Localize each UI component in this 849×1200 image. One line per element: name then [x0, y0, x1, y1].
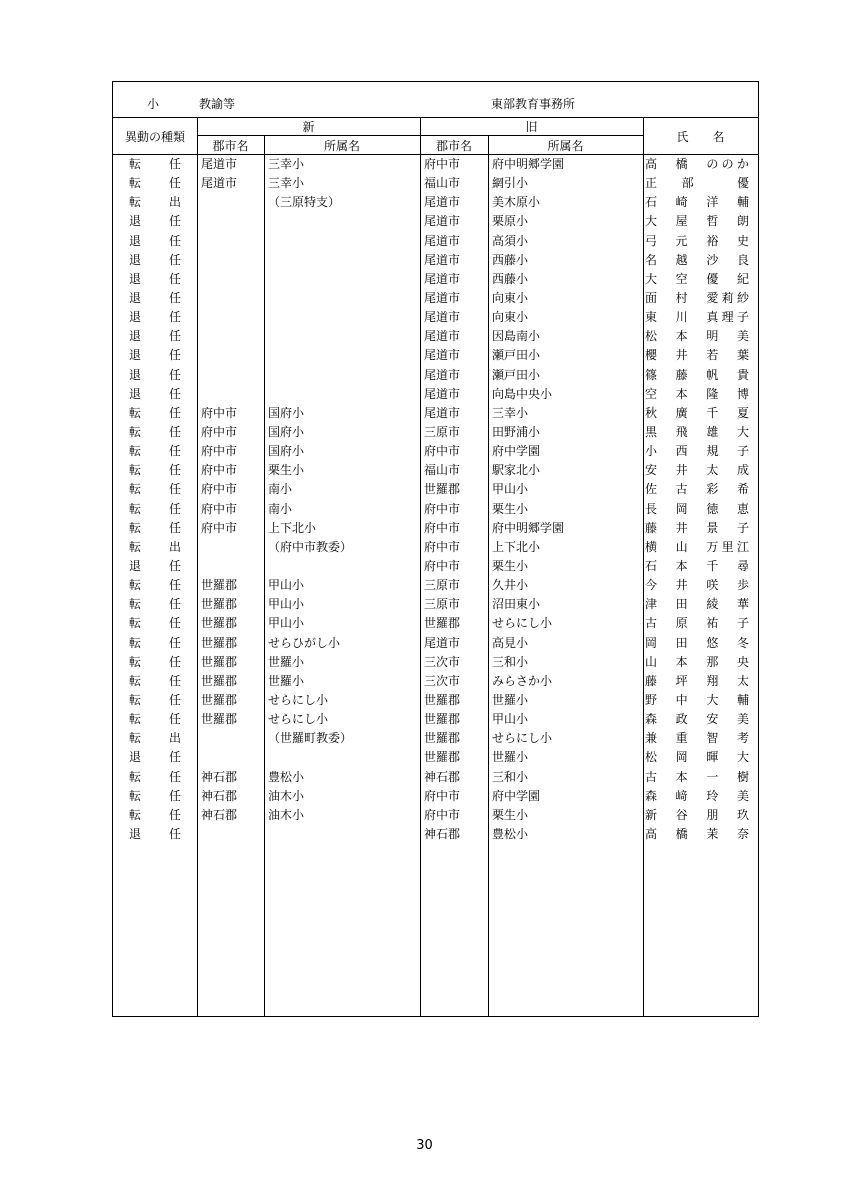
new-school: 甲山小	[268, 597, 305, 612]
person-name: 秋 廣 千 夏	[645, 405, 749, 420]
person-name: 小 西 規 子	[645, 444, 749, 459]
table-row	[113, 576, 758, 595]
type-second-char: 任	[169, 310, 182, 325]
old-school: 甲山小	[492, 712, 529, 727]
column-header-old-school: 所属名	[547, 139, 584, 153]
old-school: 栗原小	[492, 214, 529, 229]
type-second-char: 任	[169, 405, 182, 420]
type-second-char: 任	[169, 157, 182, 171]
old-city: 府中市	[424, 539, 461, 554]
person-name: 佐 古 彩 希	[645, 482, 749, 497]
new-city: 府中市	[201, 463, 238, 478]
new-city: 神石郡	[201, 807, 238, 822]
old-school: 西藤小	[492, 271, 529, 286]
old-city: 尾道市	[424, 635, 461, 650]
person-name: 高 橋 ののか	[645, 157, 749, 171]
type-second-char: 任	[169, 501, 182, 516]
table-row	[113, 519, 758, 538]
type-second-char: 任	[169, 788, 182, 803]
old-city: 府中市	[424, 501, 461, 516]
new-school: せらひがし小	[268, 635, 341, 650]
new-school: 国府小	[268, 405, 305, 420]
type-first-char: 転	[129, 482, 142, 497]
old-city: 府中市	[424, 807, 461, 822]
column-header-old-city: 郡市名	[435, 139, 472, 153]
person-name: 正 部 優	[645, 176, 749, 191]
type-first-char: 転	[129, 405, 142, 420]
new-city: 世羅郡	[201, 616, 238, 631]
type-first-char: 退	[129, 233, 142, 248]
school-level: 小	[147, 97, 160, 111]
table-body	[113, 155, 758, 844]
type-first-char: 転	[129, 578, 142, 593]
old-city: 三原市	[424, 424, 461, 439]
column-header-new-city: 郡市名	[212, 139, 249, 153]
table-row	[113, 729, 758, 748]
new-school: 油木小	[268, 807, 305, 822]
table-row	[113, 404, 758, 423]
type-second-char: 出	[169, 731, 182, 746]
old-city: 神石郡	[424, 769, 461, 784]
table-row	[113, 251, 758, 270]
type-second-char: 任	[169, 712, 182, 727]
column-header-new-school: 所属名	[323, 139, 360, 153]
type-second-char: 任	[169, 673, 182, 688]
old-school: 向東小	[492, 310, 529, 325]
table-row	[113, 825, 758, 844]
type-second-char: 任	[169, 176, 182, 191]
old-school: 栗生小	[492, 558, 529, 573]
type-first-char: 退	[129, 826, 142, 841]
new-school: せらにし小	[268, 692, 329, 707]
old-school: 瀬戸田小	[492, 367, 541, 382]
type-first-char: 転	[129, 539, 142, 554]
type-first-char: 退	[129, 290, 142, 305]
new-school: 南小	[268, 501, 293, 516]
new-school: 甲山小	[268, 578, 305, 593]
new-city: 世羅郡	[201, 597, 238, 612]
new-city: 府中市	[201, 424, 238, 439]
old-city: 三原市	[424, 578, 461, 593]
table-row	[113, 595, 758, 614]
old-school: 豊松小	[492, 826, 529, 841]
column-header-type: 異動の種類	[124, 130, 185, 144]
old-school: 向島中央小	[492, 386, 553, 401]
old-school: 美木原小	[492, 195, 541, 210]
type-second-char: 任	[169, 597, 182, 612]
old-school: みらさか小	[492, 673, 553, 688]
office-name: 東部教育事務所	[491, 97, 576, 111]
table-row	[113, 461, 758, 480]
old-city: 尾道市	[424, 290, 461, 305]
type-second-char: 任	[169, 769, 182, 784]
table-row	[113, 480, 758, 499]
new-school: 油木小	[268, 788, 305, 803]
type-second-char: 任	[169, 578, 182, 593]
type-second-char: 任	[169, 482, 182, 497]
old-city: 尾道市	[424, 367, 461, 382]
old-city: 尾道市	[424, 310, 461, 325]
old-school: 府中学園	[492, 788, 541, 803]
type-second-char: 任	[169, 463, 182, 478]
table-row	[113, 385, 758, 404]
type-second-char: 任	[169, 386, 182, 401]
old-city: 府中市	[424, 157, 461, 171]
table-row	[113, 500, 758, 519]
person-name: 兼 重 智 考	[645, 731, 749, 746]
type-second-char: 任	[169, 520, 182, 535]
type-second-char: 任	[169, 692, 182, 707]
type-first-char: 転	[129, 195, 142, 210]
person-name: 森 﨑 玲 美	[645, 788, 749, 803]
table-row	[113, 270, 758, 289]
old-school: せらにし小	[492, 616, 553, 631]
old-city: 尾道市	[424, 195, 461, 210]
type-first-char: 転	[129, 731, 142, 746]
table-row	[113, 806, 758, 825]
type-second-char: 任	[169, 348, 182, 363]
old-school: 三幸小	[492, 405, 529, 420]
page-number: 30	[416, 1138, 433, 1153]
person-name: 石 崎 洋 輔	[645, 195, 749, 210]
type-second-char: 出	[169, 195, 182, 210]
type-second-char: 任	[169, 271, 182, 286]
table-row	[113, 289, 758, 308]
type-second-char: 任	[169, 654, 182, 669]
table-row	[113, 691, 758, 710]
person-name: 石 本 千 尋	[645, 558, 749, 573]
type-first-char: 転	[129, 807, 142, 822]
person-name: 名 越 沙 良	[645, 252, 749, 267]
person-name: 津 田 綾 華	[645, 597, 749, 612]
new-school: 世羅小	[268, 654, 305, 669]
new-school: （府中市教委）	[268, 539, 353, 554]
person-name: 古 原 祐 子	[645, 616, 749, 631]
person-name: 面 村 愛莉紗	[645, 290, 749, 305]
old-school: 府中学園	[492, 444, 541, 459]
type-first-char: 転	[129, 444, 142, 459]
type-second-char: 任	[169, 290, 182, 305]
old-school: 三和小	[492, 654, 529, 669]
group-header-new: 新	[302, 120, 315, 134]
new-school: 上下北小	[268, 520, 317, 535]
new-city: 府中市	[201, 501, 238, 516]
table-row	[113, 308, 758, 327]
new-city: 世羅郡	[201, 654, 238, 669]
old-school: せらにし小	[492, 731, 553, 746]
person-name: 大 空 優 紀	[645, 271, 749, 286]
old-school: 栗生小	[492, 501, 529, 516]
new-city: 世羅郡	[201, 692, 238, 707]
old-city: 世羅郡	[424, 712, 461, 727]
old-city: 尾道市	[424, 271, 461, 286]
type-first-char: 転	[129, 769, 142, 784]
new-school: 甲山小	[268, 616, 305, 631]
new-school: せらにし小	[268, 712, 329, 727]
old-city: 府中市	[424, 788, 461, 803]
old-city: 尾道市	[424, 233, 461, 248]
table-row	[113, 366, 758, 385]
new-school: 国府小	[268, 424, 305, 439]
new-school: 三幸小	[268, 157, 305, 171]
table-row	[113, 423, 758, 442]
new-city: 尾道市	[201, 157, 238, 171]
old-city: 福山市	[424, 176, 461, 191]
old-city: 府中市	[424, 558, 461, 573]
old-city: 尾道市	[424, 329, 461, 344]
type-first-char: 退	[129, 252, 142, 267]
table-row	[113, 787, 758, 806]
type-first-char: 転	[129, 157, 142, 171]
old-city: 尾道市	[424, 386, 461, 401]
type-first-char: 退	[129, 214, 142, 229]
old-school: 田野浦小	[492, 424, 541, 439]
old-city: 府中市	[424, 444, 461, 459]
type-first-char: 転	[129, 176, 142, 191]
type-first-char: 退	[129, 348, 142, 363]
type-second-char: 任	[169, 214, 182, 229]
new-school: 豊松小	[268, 769, 305, 784]
person-name: 横 山 万里江	[645, 539, 749, 554]
type-second-char: 任	[169, 367, 182, 382]
old-city: 世羅郡	[424, 750, 461, 765]
person-name: 藤 井 景 子	[645, 520, 749, 535]
old-city: 世羅郡	[424, 731, 461, 746]
new-city: 府中市	[201, 444, 238, 459]
person-name: 岡 田 悠 冬	[645, 635, 749, 650]
person-name: 今 井 咲 歩	[645, 578, 749, 593]
table-row	[113, 557, 758, 576]
type-first-char: 転	[129, 788, 142, 803]
new-city: 世羅郡	[201, 673, 238, 688]
old-school: 高須小	[492, 233, 529, 248]
type-first-char: 退	[129, 271, 142, 286]
table-row	[113, 710, 758, 729]
old-city: 世羅郡	[424, 692, 461, 707]
table-row	[113, 748, 758, 767]
table-row	[113, 155, 758, 174]
person-name: 森 政 安 美	[645, 712, 749, 727]
group-header-old: 旧	[525, 120, 538, 134]
new-school: 栗生小	[268, 463, 305, 478]
person-name: 古 本 一 樹	[645, 769, 749, 784]
old-school: 高見小	[492, 635, 529, 650]
new-school: （世羅町教委）	[268, 731, 353, 746]
old-city: 世羅郡	[424, 616, 461, 631]
person-name: 高 橋 茉 奈	[645, 826, 749, 841]
person-name: 藤 坪 翔 太	[645, 673, 749, 688]
type-first-char: 退	[129, 329, 142, 344]
table-row	[113, 634, 758, 653]
person-name: 松 本 明 美	[645, 329, 749, 344]
old-city: 府中市	[424, 520, 461, 535]
old-school: 甲山小	[492, 482, 529, 497]
new-school: （三原特支）	[268, 195, 341, 210]
type-first-char: 転	[129, 463, 142, 478]
person-name: 大 屋 哲 朗	[645, 214, 749, 229]
old-city: 三次市	[424, 654, 461, 669]
table-row	[113, 327, 758, 346]
table-row	[113, 672, 758, 691]
type-first-char: 転	[129, 501, 142, 516]
type-first-char: 転	[129, 616, 142, 631]
type-first-char: 退	[129, 386, 142, 401]
staff-category: 教諭等	[199, 97, 236, 111]
type-first-char: 転	[129, 673, 142, 688]
type-second-char: 任	[169, 444, 182, 459]
person-name: 新 谷 朋 玖	[645, 807, 749, 822]
type-second-char: 任	[169, 424, 182, 439]
personnel-table	[112, 81, 759, 1017]
type-first-char: 転	[129, 712, 142, 727]
table-row	[113, 193, 758, 212]
new-city: 神石郡	[201, 769, 238, 784]
old-school: 駅家北小	[492, 463, 541, 478]
new-city: 神石郡	[201, 788, 238, 803]
type-first-char: 退	[129, 367, 142, 382]
old-city: 神石郡	[424, 826, 461, 841]
type-second-char: 任	[169, 329, 182, 344]
old-school: 網引小	[492, 176, 529, 191]
old-school: 世羅小	[492, 692, 529, 707]
old-school: 瀬戸田小	[492, 348, 541, 363]
person-name: 野 中 大 輔	[645, 692, 749, 707]
table-row	[113, 232, 758, 251]
type-second-char: 任	[169, 635, 182, 650]
old-school: 上下北小	[492, 539, 541, 554]
type-first-char: 退	[129, 310, 142, 325]
old-city: 尾道市	[424, 348, 461, 363]
old-city: 福山市	[424, 463, 461, 478]
old-city: 三原市	[424, 597, 461, 612]
table-row	[113, 442, 758, 461]
person-name: 弓 元 裕 史	[645, 233, 749, 248]
old-school: 府中明郷学園	[492, 157, 565, 171]
old-school: 向東小	[492, 290, 529, 305]
new-city: 世羅郡	[201, 578, 238, 593]
table-row	[113, 653, 758, 672]
person-name: 空 本 隆 博	[645, 386, 749, 401]
type-second-char: 任	[169, 233, 182, 248]
table-row	[113, 768, 758, 787]
table-row	[113, 346, 758, 365]
person-name: 松 岡 暉 大	[645, 750, 749, 765]
person-name: 山 本 那 央	[645, 654, 749, 669]
old-school: 因島南小	[492, 329, 541, 344]
new-city: 府中市	[201, 405, 238, 420]
type-first-char: 転	[129, 692, 142, 707]
type-first-char: 転	[129, 597, 142, 612]
old-school: 世羅小	[492, 750, 529, 765]
old-city: 尾道市	[424, 405, 461, 420]
old-school: 沼田東小	[492, 597, 541, 612]
type-second-char: 任	[169, 750, 182, 765]
old-city: 尾道市	[424, 214, 461, 229]
column-header-name: 氏 名	[676, 130, 725, 144]
person-name: 安 井 太 成	[645, 463, 749, 478]
old-school: 栗生小	[492, 807, 529, 822]
person-name: 篠 藤 帆 貴	[645, 367, 749, 382]
person-name: 黒 飛 雄 大	[645, 424, 749, 439]
old-school: 三和小	[492, 769, 529, 784]
type-second-char: 任	[169, 807, 182, 822]
new-school: 世羅小	[268, 673, 305, 688]
old-school: 西藤小	[492, 252, 529, 267]
type-first-char: 転	[129, 424, 142, 439]
new-city: 世羅郡	[201, 635, 238, 650]
table-row	[113, 174, 758, 193]
old-city: 世羅郡	[424, 482, 461, 497]
old-city: 尾道市	[424, 252, 461, 267]
new-school: 南小	[268, 482, 293, 497]
new-city: 府中市	[201, 482, 238, 497]
old-city: 三次市	[424, 673, 461, 688]
type-second-char: 出	[169, 539, 182, 554]
old-school: 府中明郷学園	[492, 520, 565, 535]
old-school: 久井小	[492, 578, 529, 593]
type-first-char: 転	[129, 635, 142, 650]
new-city: 府中市	[201, 520, 238, 535]
type-second-char: 任	[169, 616, 182, 631]
new-school: 三幸小	[268, 176, 305, 191]
new-city: 世羅郡	[201, 712, 238, 727]
table-row	[113, 614, 758, 633]
type-first-char: 転	[129, 654, 142, 669]
new-city: 尾道市	[201, 176, 238, 191]
person-name: 長 岡 徳 恵	[645, 501, 749, 516]
table-row	[113, 212, 758, 231]
table-row	[113, 538, 758, 557]
type-first-char: 転	[129, 520, 142, 535]
person-name: 東 川 真理子	[645, 310, 749, 325]
type-first-char: 退	[129, 750, 142, 765]
person-name: 櫻 井 若 葉	[645, 348, 749, 363]
new-school: 国府小	[268, 444, 305, 459]
type-second-char: 任	[169, 252, 182, 267]
type-second-char: 任	[169, 558, 182, 573]
type-second-char: 任	[169, 826, 182, 841]
type-first-char: 退	[129, 558, 142, 573]
